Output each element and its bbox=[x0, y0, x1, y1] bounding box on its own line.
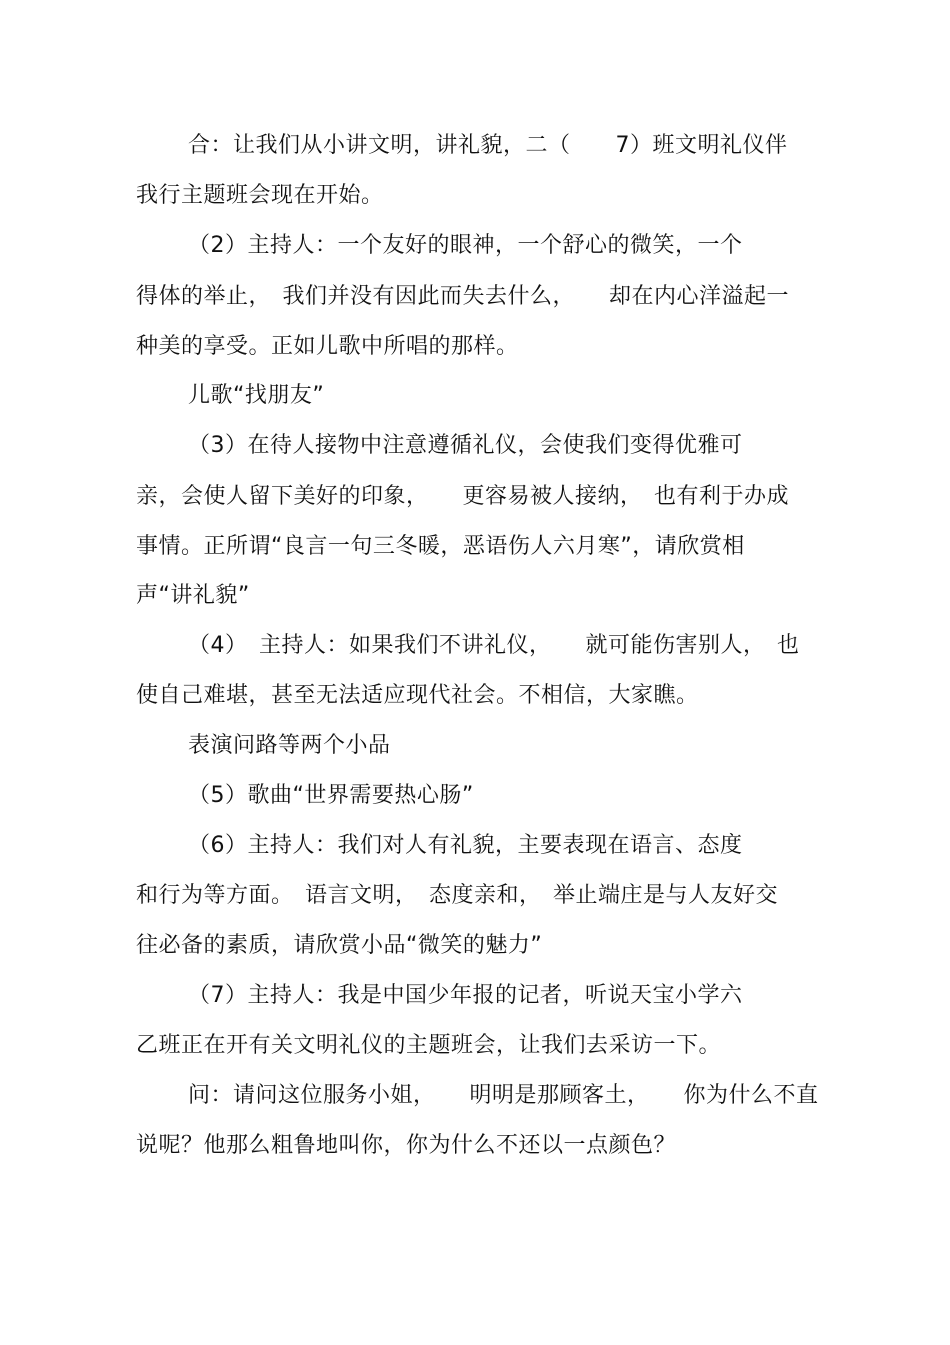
text-line: 和行为等方面。 语言文明， 态度亲和， 举止端庄是与人友好交 bbox=[136, 883, 779, 908]
text-line: 问：请问这位服务小姐， 明明是那顾客土， 你为什么不直 bbox=[188, 1083, 819, 1108]
text-line: 往必备的素质，请欣赏小品“微笑的魅力” bbox=[136, 933, 543, 958]
text-line: （7）主持人：我是中国少年报的记者，听说天宝小学六 bbox=[188, 983, 743, 1008]
text-line: （5）歌曲“世界需要热心肠” bbox=[188, 783, 474, 808]
text-line: 表演问路等两个小品 bbox=[188, 733, 391, 758]
text-line: 声“讲礼貌” bbox=[136, 583, 250, 608]
text-line: （4） 主持人：如果我们不讲礼仪， 就可能伤害别人， 也 bbox=[188, 633, 800, 658]
text-line: 合：让我们从小讲文明，讲礼貌，二（ 7）班文明礼仪伴 bbox=[188, 133, 788, 158]
text-line: 乙班正在开有关文明礼仪的主题班会，让我们去采访一下。 bbox=[136, 1033, 722, 1058]
text-line: 使自己难堪，甚至无法适应现代社会。不相信，大家瞧。 bbox=[136, 683, 699, 708]
text-line: 说呢？他那么粗鲁地叫你，你为什么不还以一点颜色？ bbox=[136, 1133, 677, 1158]
text-line: 亲，会使人留下美好的印象， 更容易被人接纳， 也有利于办成 bbox=[136, 484, 790, 509]
text-line: 得体的举止， 我们并没有因此而失去什么， 却在内心洋溢起一 bbox=[136, 284, 790, 309]
text-line: 种美的享受。正如儿歌中所唱的那样。 bbox=[136, 334, 519, 359]
text-line: （6）主持人：我们对人有礼貌，主要表现在语言、态度 bbox=[188, 833, 743, 858]
text-line: 事情。正所谓“良言一句三冬暖，恶语伤人六月寒”，请欣赏相 bbox=[136, 534, 745, 559]
text-line: 儿歌“找朋友” bbox=[188, 383, 325, 408]
text-line: （3）在待人接物中注意遵循礼仪，会使我们变得优雅可 bbox=[188, 433, 743, 458]
text-line: （2）主持人：一个友好的眼神，一个舒心的微笑，一个 bbox=[188, 233, 743, 258]
text-line: 我行主题班会现在开始。 bbox=[136, 183, 384, 208]
